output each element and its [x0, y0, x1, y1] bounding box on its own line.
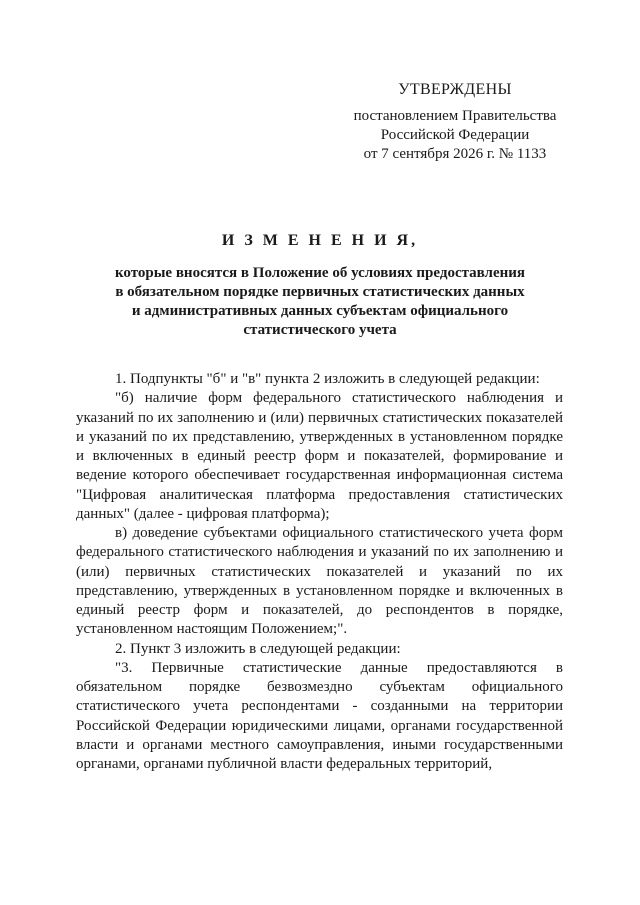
paragraph-2: "б) наличие форм федерального статистического наблюдения и указаний по их заполнению и (или) первичных статистических показателей и указаний по их представлению, утвержденных в установленном порядке и включенных в единый реестр форм и показателей, формирование и ведение которого обеспечивает государственная информационная система "Цифровая аналитическая платформа предоставления статистических данных" (далее - цифровая платформа);: [76, 390, 563, 522]
heading-line-4: статистического учета: [243, 322, 397, 338]
document-body: [76, 370, 563, 774]
approval-line-1: постановлением Правительства: [353, 108, 557, 124]
approval-line-3: от 7 сентября 2026 г. № 1133: [363, 146, 547, 162]
heading-line-1: которые вносятся в Положение об условиях предоставления: [114, 265, 526, 281]
document-heading: [70, 232, 570, 340]
paragraph-5: "3. Первичные статистические данные предоставляются в обязательном порядке безвозмездно субъектам официального статистического учета респондентами - созданными на территории Российской Федерации юридическими лицами, органами государственной власти и органами местного самоуправления, иными государственными органами, органами публичной власти федеральных территорий,: [76, 659, 563, 772]
paragraph-4: 2. Пункт 3 изложить в следующей редакции:: [115, 640, 401, 657]
document-title: И З М Е Н Е Н И Я,: [221, 232, 419, 249]
approval-title: УТВЕРЖДЕНЫ: [398, 81, 512, 98]
paragraph-3: в) доведение субъектами официального статистического учета форм федерального статистического наблюдения и указаний по их заполнению и (или) первичных статистических показателей и указаний по их представлению, утвержденных в установленном порядке и включенных в единый реестр форм и показателей, до респондентов в порядке, установленном настоящим Положением;".: [76, 525, 563, 638]
paragraph-1: 1. Подпункты "б" и "в" пункта 2 изложить в следующей редакции:: [115, 371, 540, 387]
approval-stamp: [330, 80, 580, 164]
heading-line-2: в обязательном порядке первичных статистических данных: [115, 284, 525, 300]
heading-line-3: и административных данных субъектам официального: [131, 303, 509, 319]
approval-line-2: Российской Федерации: [380, 127, 530, 143]
